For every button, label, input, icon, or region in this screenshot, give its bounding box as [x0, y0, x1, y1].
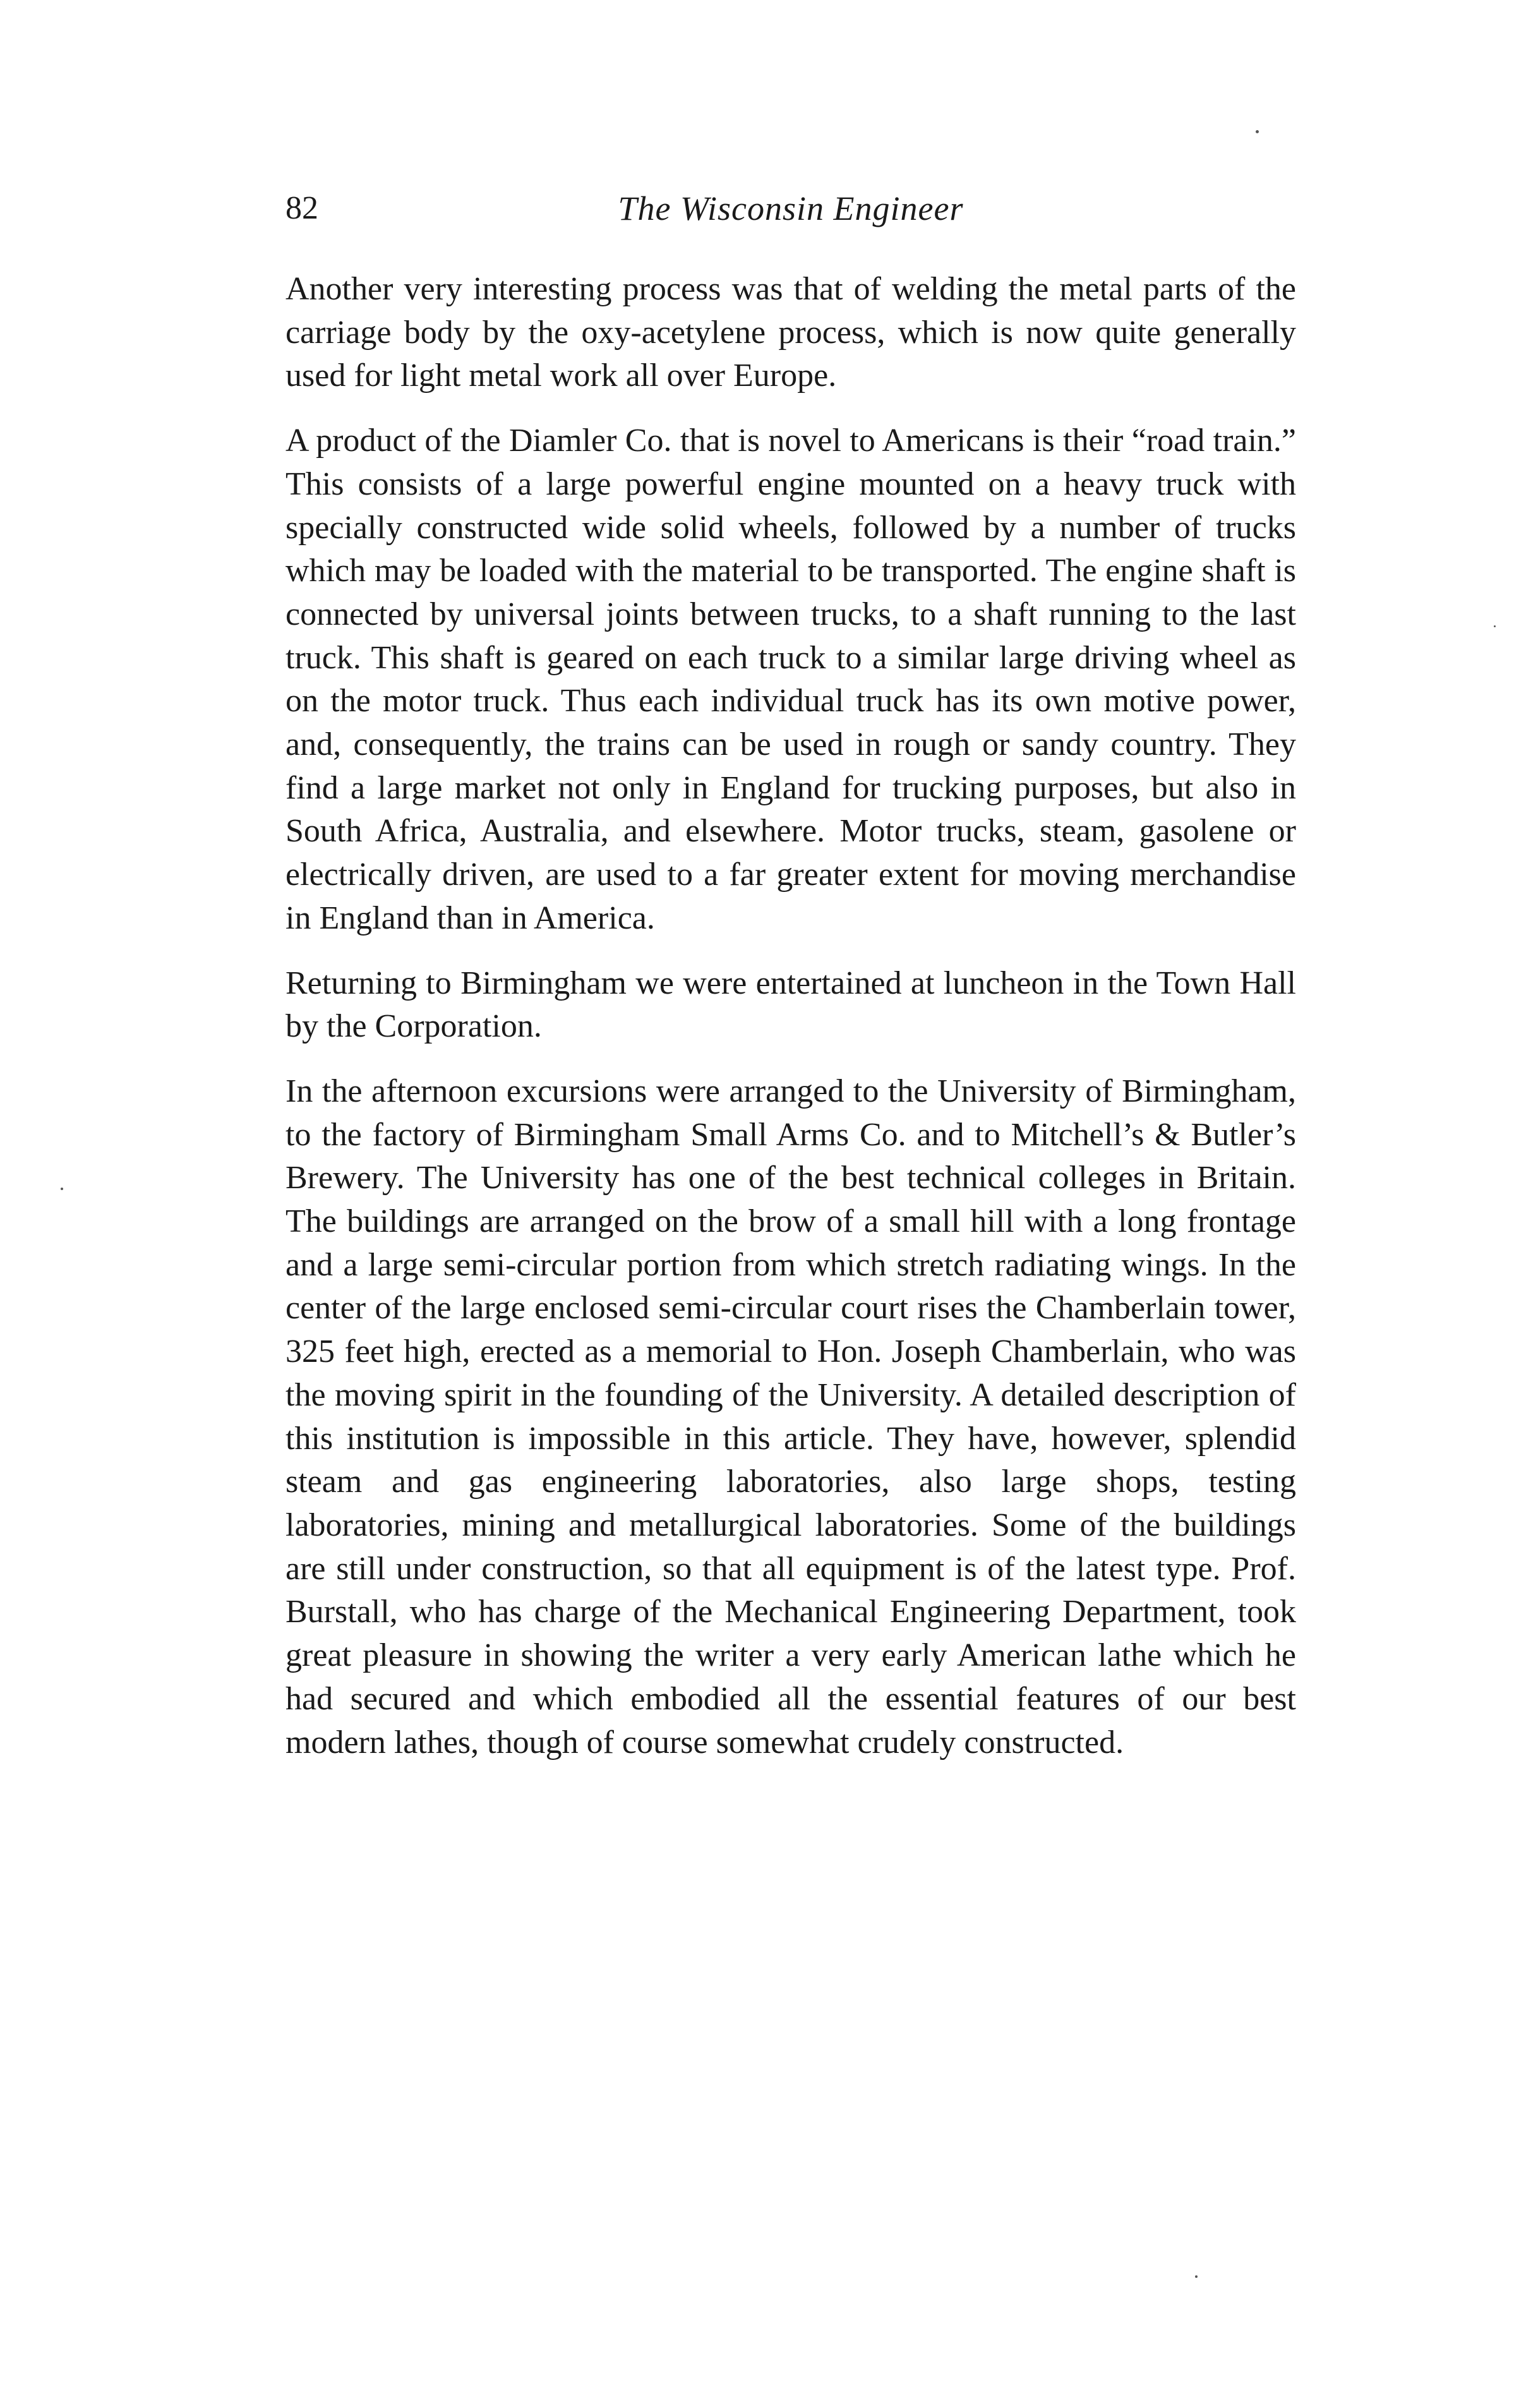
scan-speck [61, 1188, 63, 1190]
paragraph-luncheon: Returning to Birmingham we were entertained at luncheon in the Town Hall by the Corporation. [285, 965, 1296, 1045]
paragraph-road-train: A product of the Diamler Co. that is novel to Americans is their “road train.” This consists of a large powerful engine mounted on a heavy truck with specially constructed wide solid wheels, followed by a number of trucks which may be loaded with the material to be transported. The engine shaft is connected by universal joints between trucks, to a shaft running to the last truck. This shaft is geared on each truck to a similar large driving wheel as on the motor truck. Thus each individual truck has its own motive power, and, consequently, the trains can be used in rough or sandy country. They find a large market not only in England for trucking purposes, but also in South Africa, Australia, and elsewhere. Motor trucks, steam, gasolene or electrically driven, are used to a far greater extent for moving merchandise in England than in America. [285, 423, 1296, 936]
running-title: The Wisconsin Engineer [618, 190, 964, 227]
paragraph-welding: Another very interesting process was that of welding the metal parts of the carriage body by the oxy-acetylene process, which is now quite generally used for light metal work all over Europe. [285, 271, 1296, 394]
scan-speck [1494, 625, 1496, 627]
page-number: 82 [285, 190, 318, 226]
scan-speck [1195, 2275, 1198, 2278]
article-body [285, 268, 1296, 1764]
scan-speck [1256, 130, 1259, 133]
paragraph-university: In the afternoon excursions were arranged to the University of Birmingham, to the factory of Birmingham Small Arms Co. and to Mitchell’s & Butler’s Brewery. The University has one of the best technical colleges in Britain. The buildings are arranged on the brow of a small hill with a long frontage and a large semi-circular portion from which stretch radiating wings. In the center of the large enclosed semi-circular court rises the Chamberlain tower, 325 feet high, erected as a memorial to Hon. Joseph Chamberlain, who was the moving spirit in the founding of the University. A detailed description of this institution is impossible in this article. They have, however, splendid steam and gas engineering laboratories, also large shops, testing laboratories, mining and metallurgical laboratories. Some of the buildings are still under construction, so that all equipment is of the latest type. Prof. Burstall, who has charge of the Mechanical Engineering Department, took great pleasure in showing the writer a very early American lathe which he had secured and which embodied all the essential features of our best modern lathes, though of course somewhat crudely constructed. [285, 1073, 1296, 1761]
page-header [285, 183, 1296, 234]
